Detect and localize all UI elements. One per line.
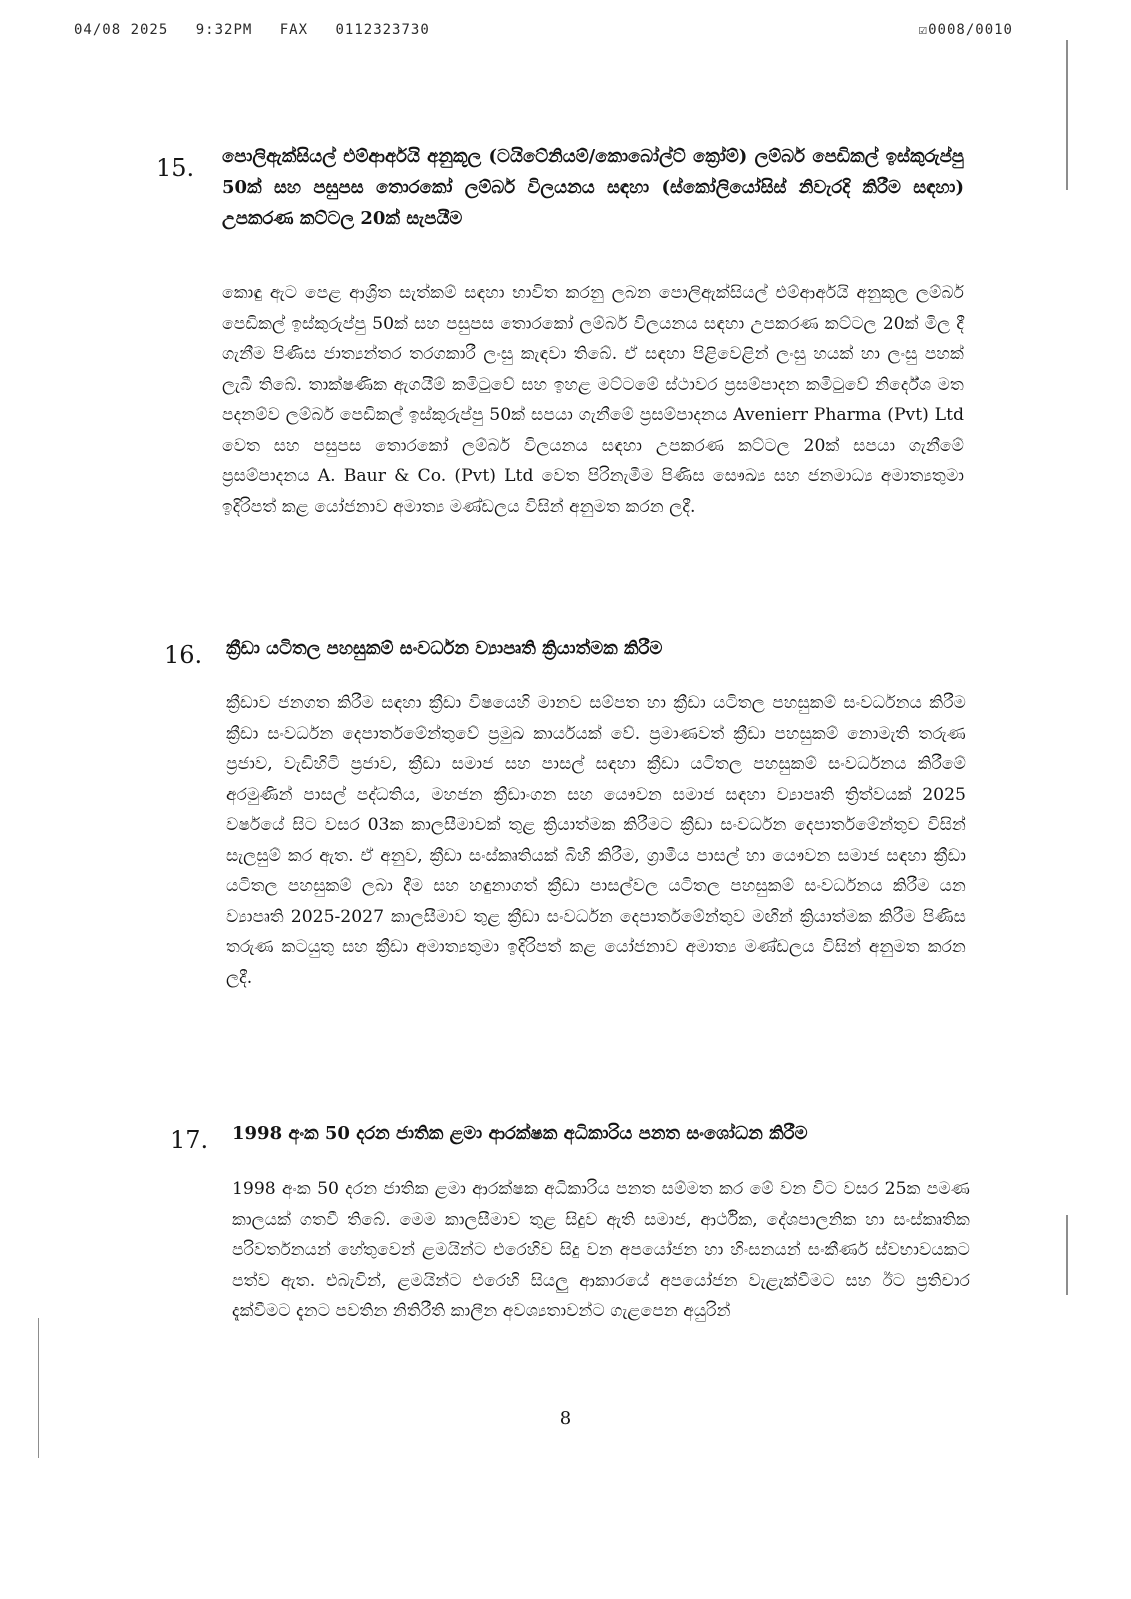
- scan-edge-mark: [1066, 40, 1068, 190]
- section-body: ක්‍රීඩාව ජනගත කිරීම සඳහා ක්‍රීඩා විෂයෙහි මානව සම්පත හා ක්‍රීඩා යටිතල පහසුකම් සංවර්ධනය කිරීම ක්‍රීඩා සංවර්ධන දෙපාර්තමේන්තුවේ ප්‍රමුඛ කාර්යයක් වේ. ප්‍රමාණවත් ක්‍රීඩා පහසුකම් නොමැති තරුණ ප්‍රජාව, වැඩිහිටි ප්‍රජාව, ක්‍රීඩා සමාජ සහ පාසල් සඳහා ක්‍රීඩා යටිතල පහසුකම් සංවර්ධනය කිරීමේ අරමුණින් පාසල් පද්ධතිය, මහජන ක්‍රීඩාංගන සහ යෞවන සමාජ සඳහා ව්‍යාපෘති ත්‍රිත්වයක් 2025 වර්ෂයේ සිට වසර 03ක කාලසීමාවක් තුළ ක්‍රියාත්මක කිරීමට ක්‍රීඩා සංවර්ධන දෙපාර්තමේන්තුව විසින් සැලසුම් කර ඇත. ඒ අනුව, ක්‍රීඩා සංස්කෘතියක් බිහි කිරීම, ග්‍රාමීය පාසල් හා යෞවන සමාජ සඳහා ක්‍රීඩා යටිතල පහසුකම් ලබා දීම සහ හඳුනාගත් ක්‍රීඩා පාසල්වල යටිතල පහසුකම් සංවර්ධනය කිරීම යන ව්‍යාපෘති 2025-2027 කාලසීමාව තුළ ක්‍රීඩා සංවර්ධන දෙපාර්තමේන්තුව මඟින් ක්‍රියාත්මක කිරීම පිණිස තරුණ කටයුතු සහ ක්‍රීඩා අමාත්‍යතුමා ඉදිරිපත් කළ යෝජනාව අමාත්‍ය මණ්ඩලය විසින් අනුමත කරන ලදී.: [226, 693, 966, 988]
- section-title: පොලිඇක්සියල් එම්ආර්අයි අනුකූල (ටයිටේනියම්/කොබෝල්ට් ක්‍රෝම්) ලම්බර් පෙඩිකල් ඉස්කුරුප්පු 50ක් සහ පසුපස තොරකෝ ලම්බර් විලයනය සඳහා (ස්කෝලියෝසිස් නිවැරදි කිරීම සඳහා) උපකරණ කට්ටල 20ක් සැපයීම: [222, 146, 964, 229]
- section-number: 17.: [170, 1126, 209, 1154]
- section-body: 1998 අංක 50 දරන ජාතික ළමා ආරක්ෂක අධිකාරිය පනත සම්මත කර මේ වන විට වසර 25ක පමණ කාලයක් ගතවී තිබේ. මෙම කාලසීමාව තුළ සිදුව ඇති සමාජ, ආර්ථික, දේශපාලනික හා සංස්කෘතික පරිවර්තනයන් හේතුවෙන් ළමයින්ට එරෙහිව සිදු වන අපයෝජන හා හිංසනයන් සංකීර්ණ ස්වභාවයකට පත්ව ඇත. එබැවින්, ළමයින්ට එරෙහි සියලු ආකාරයේ අපයෝජන වැළැක්වීමට සහ ඊට ප්‍රතිචාර දැක්වීමට දැනට පවතින නිතිරීති කාලීන අවශ්‍යතාවන්ට ගැළපෙන අයුරින්: [232, 1179, 970, 1321]
- section-title: 1998 අංක 50 දරන ජාතික ළමා ආරක්ෂක අධිකාරිය පනත සංශෝධන කිරීම: [232, 1123, 808, 1144]
- fax-page-counter: ☑0008/0010: [918, 22, 1013, 38]
- fax-date: 04/08 2025: [74, 22, 169, 38]
- section-number: 16.: [164, 641, 203, 669]
- fax-header-left: [74, 22, 448, 38]
- scan-edge-mark: [1066, 1215, 1068, 1295]
- section-title: ක්‍රීඩා යටිතල පහසුකම් සංවර්ධන ව්‍යාපෘති ක්‍රියාත්මක කිරීම: [226, 638, 663, 659]
- scan-edge-mark: [38, 1318, 39, 1458]
- fax-time: 9:32PM: [195, 22, 253, 38]
- section-number: 15.: [156, 154, 195, 182]
- section-body: කොඳු ඇට පෙළ ආශ්‍රිත සැත්කම් සඳහා භාවිත කරනු ලබන පොලිඇක්සියල් එම්ආර්අයි අනුකූල ලම්බර් පෙඩිකල් ඉස්කුරුප්පු 50ක් සහ පසුපස තොරකෝ ලම්බර් විලයනය සඳහා උපකරණ කට්ටල 20ක් මිල දී ගැනීම පිණිස ජාත්‍යන්තර තරගකාරී ලංසු කැඳවා තිබේ. ඒ සඳහා පිළිවෙළින් ලංසු හයක් හා ලංසු පහක් ලැබී තිබේ. තාක්ෂණික ඇගයීම් කමිටුවේ සහ ඉහළ මට්ටමේ ස්ථාවර ප්‍රසම්පාදන කමිටුවේ නිර්දේශ මත පදනම්ව ලම්බර් පෙඩිකල් ඉස්කුරුප්පු 50ක් සපයා ගැනීමේ ප්‍රසම්පාදනය Avenierr Pharma (Pvt) Ltd වෙත සහ පසුපස තොරකෝ ලම්බර් විලයනය සඳහා උපකරණ කට්ටල 20ක් සපයා ගැනීමේ ප්‍රසම්පාදනය A. Baur & Co. (Pvt) Ltd වෙත පිරිනැමීම පිණිස සෞඛ්‍ය සහ ජනමාධ්‍ය අමාත්‍යතුමා ඉදිරිපත් කළ යෝජනාව අමාත්‍ය මණ්ඩලය විසින් අනුමත කරන ලදී.: [222, 283, 964, 517]
- fax-label: FAX: [279, 22, 309, 38]
- fax-header: [74, 22, 1013, 44]
- fax-number: 0112323730: [335, 22, 430, 38]
- page-number: 8: [559, 1408, 572, 1429]
